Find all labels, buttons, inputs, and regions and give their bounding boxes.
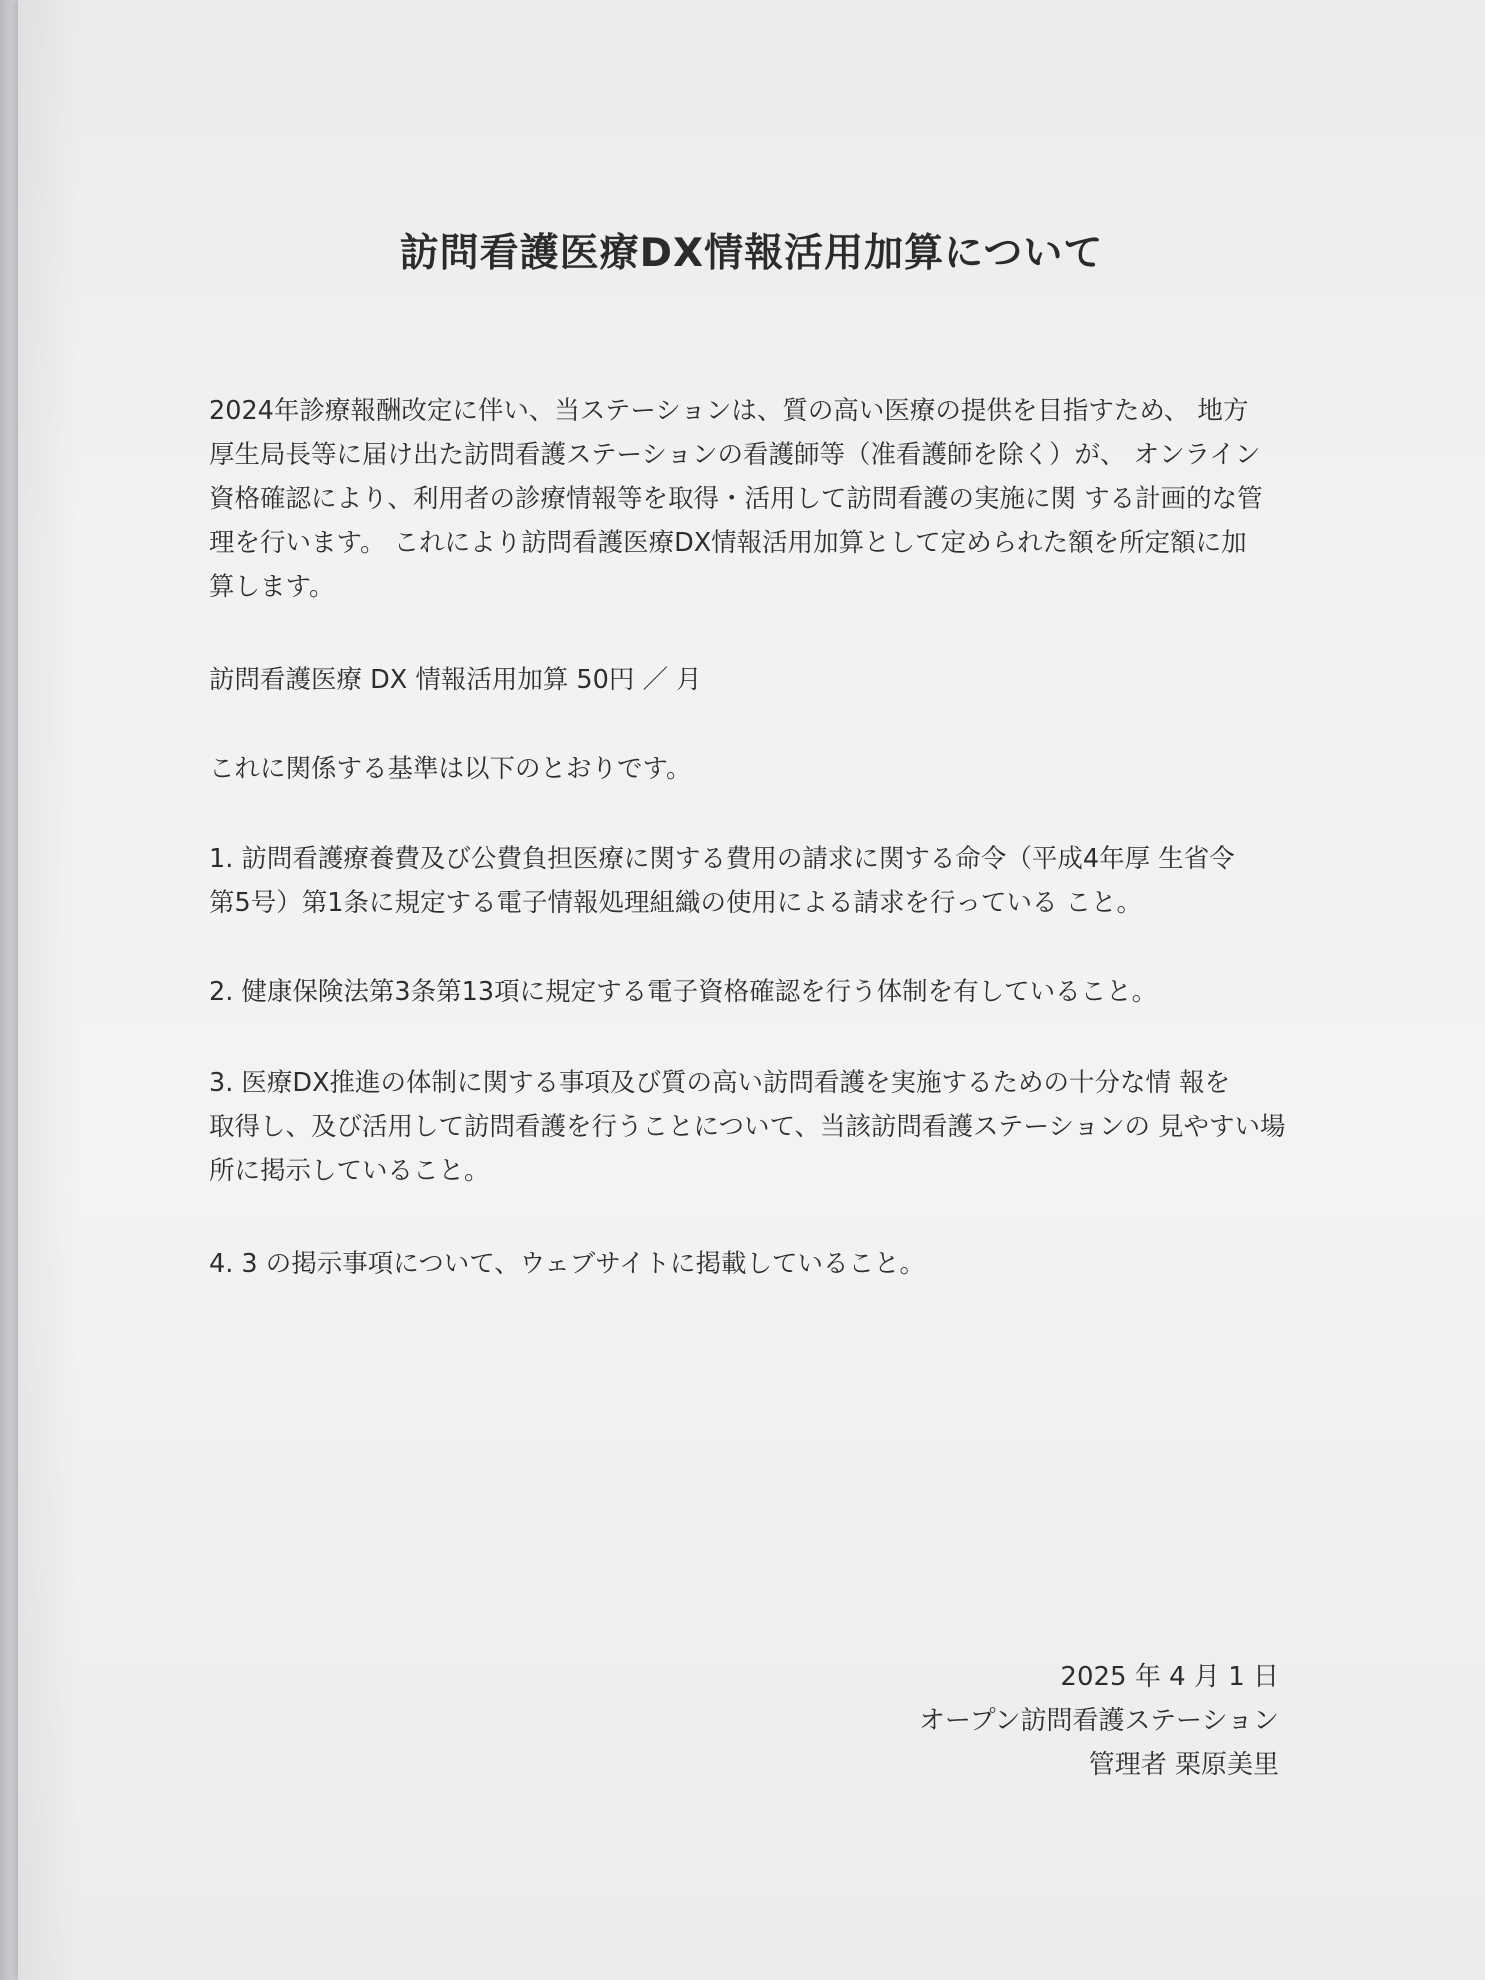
criteria-intro	[209, 747, 1299, 791]
criterion-2	[209, 970, 1299, 1014]
intro-paragraph	[209, 389, 1299, 609]
signature-manager: 管理者 栗原美里	[1088, 1750, 1279, 1780]
intro-line: 2024年診療報酬改定に伴い、当ステーションは、質の高い医療の提供を目指すため、 地方	[209, 396, 1249, 426]
intro-line: 算します。	[209, 572, 335, 602]
criterion-line: 取得し、及び活用して訪問看護を行うことについて、当該訪問看護ステーションの 見やすい場	[209, 1112, 1286, 1142]
signature-organization: オープン訪問看護ステーション	[918, 1706, 1279, 1736]
criterion-line: 3. 医療DX推進の体制に関する事項及び質の高い訪問看護を実施するための十分な情 報を	[209, 1068, 1231, 1098]
intro-line: 厚生局長等に届け出た訪問看護ステーションの看護師等（准看護師を除く）が、 オンライン	[209, 440, 1261, 470]
intro-line: 資格確認により、利用者の診療情報等を取得・活用して訪問看護の実施に関 する計画的な管	[209, 484, 1263, 514]
fee-statement	[209, 658, 1299, 702]
intro-line: 理を行います。 これにより訪問看護医療DX情報活用加算として定められた額を所定額に加	[209, 528, 1247, 558]
document-title: 訪問看護医療DX情報活用加算について	[399, 231, 1104, 276]
criterion-3	[209, 1061, 1299, 1193]
criterion-line: 1. 訪問看護療養費及び公費負担医療に関する費用の請求に関する命令（平成4年厚 生省令	[209, 844, 1235, 874]
criterion-4	[209, 1242, 1299, 1286]
paper-sheet	[18, 0, 1485, 1980]
criterion-line: 4. 3 の掲示事項について、ウェブサイトに掲載していること。	[209, 1249, 925, 1279]
fee-line: 訪問看護医療 DX 情報活用加算 50円 ／ 月	[209, 665, 702, 695]
criterion-1	[209, 837, 1299, 925]
signature-date: 2025 年 4 月 1 日	[1060, 1662, 1279, 1692]
criterion-line: 第5号）第1条に規定する電子情報処理組織の使用による請求を行っている こと。	[209, 888, 1143, 918]
criterion-line: 所に掲示していること。	[209, 1156, 490, 1186]
criterion-line: 2. 健康保険法第3条第13項に規定する電子資格確認を行う体制を有していること。	[209, 977, 1158, 1007]
criteria-intro-line: これに関係する基準は以下のとおりです。	[209, 754, 692, 784]
paper-edge-shadow	[18, 0, 78, 1980]
